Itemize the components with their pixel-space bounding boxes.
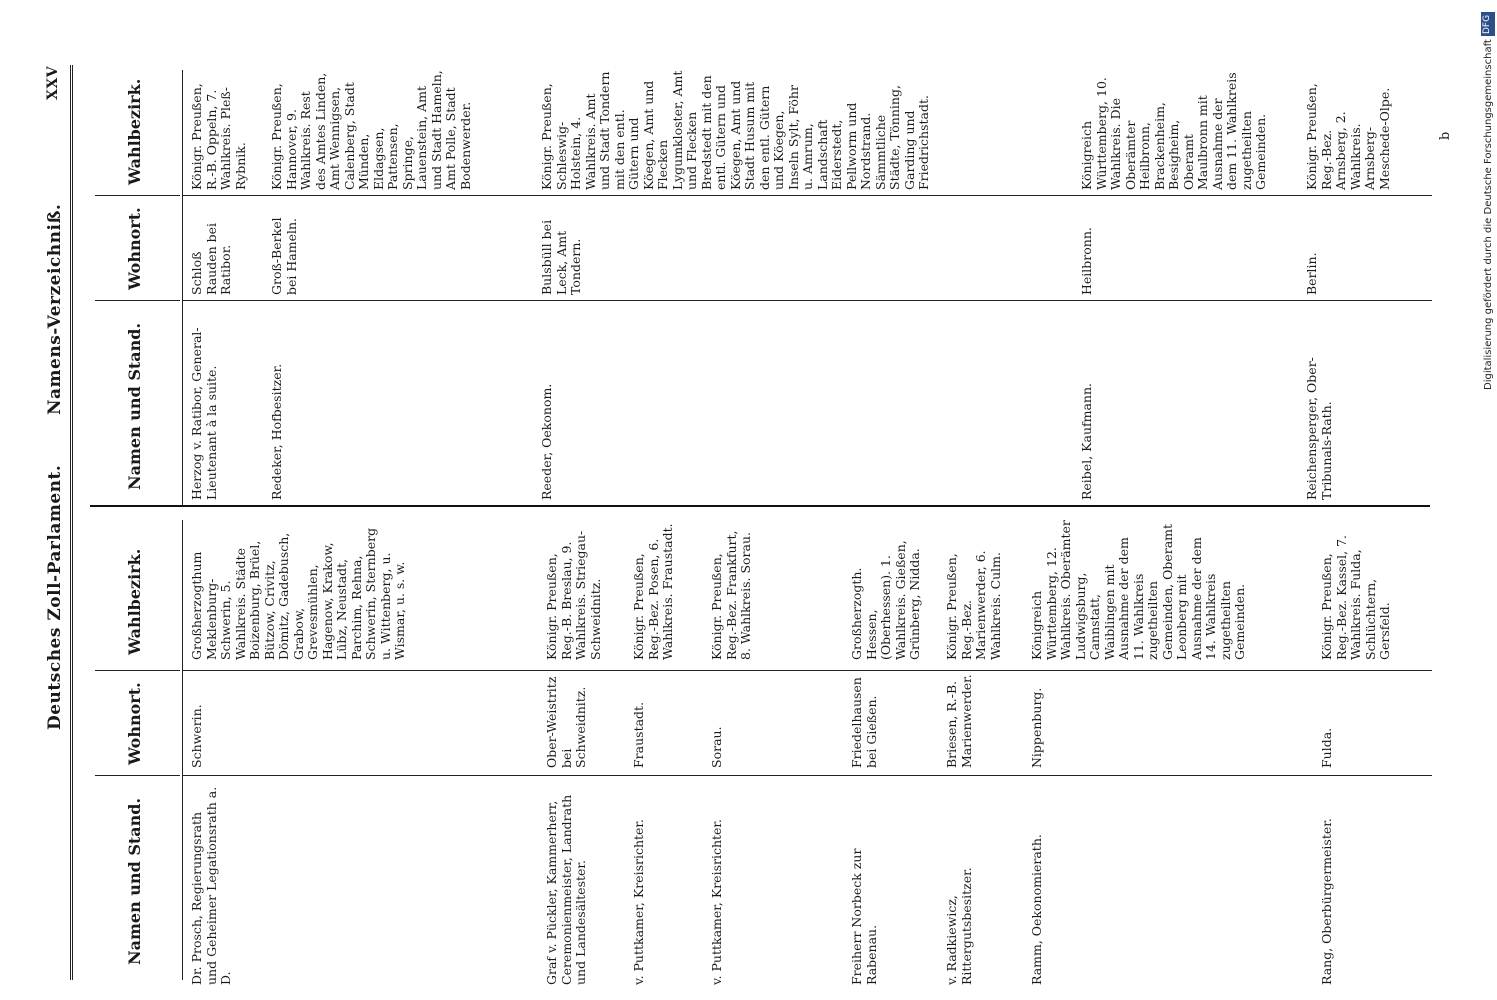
right-col-sep-2	[182, 195, 1432, 196]
right-row-4-residence: Heilbronn.	[1079, 227, 1094, 295]
left-row-3-district: Königr. Preußen, Reg.-Bez. Posen, 6. Wahlkreis. Fraustadt.	[631, 523, 675, 660]
outer-left-rule	[70, 65, 71, 980]
right-header-bottom-rule	[182, 70, 183, 505]
right-row-1-residence: Schloß Rauden bei Ratibor.	[189, 222, 233, 295]
dfg-logo-icon: DFG	[1481, 12, 1495, 36]
left-header-name: Namen und Stand.	[125, 797, 144, 965]
left-col-sep-1	[182, 775, 1432, 776]
left-row-7-district: Königreich Württemberg, 12. Wahlkreis. Oberämter Ludwigsburg, Cannstatt, Waiblingen mit Ausnahme der dem 11. Wahlkreis zugetheilten Gemeinden, Oberamt Leonberg mit Ausnahme der dem 14. Wahlkreis zugetheilten Gemeinden.	[1029, 520, 1247, 660]
right-row-4-name: Reibel, Kaufmann.	[1079, 383, 1094, 500]
left-row-7-name: Ramm, Oekonomierath.	[1029, 834, 1044, 985]
left-row-1-name: Dr. Prosch, Regierungsrath und Geheimer Legationsrath a. D.	[189, 786, 233, 985]
digitization-note: Digitalisierung gefördert durch die Deutsche Forschungsgemeinschaft	[1483, 39, 1494, 390]
right-row-1-district: Königr. Preußen, R.-B. Oppeln, 7. Wahlkreis. Pleß-Rybnik.	[189, 83, 248, 190]
left-row-8-district: Königr. Preußen, Reg.-Bez. Kassel, 7. Wahlkreis. Fulda, Schlüchtern, Gersfeld.	[1319, 534, 1392, 660]
right-row-5-residence: Berlin.	[1304, 252, 1319, 295]
left-row-4-district: Königr. Preußen, Reg.-Bez. Frankfurt, 8. Wahlkreis. Sorau.	[709, 530, 753, 660]
left-row-2-name: Graf v. Pückler, Kammerherr, Ceremonienmeister, Landrath und Landesältester.	[544, 794, 588, 985]
left-row-5-residence: Friedelhausen bei Gießen.	[849, 677, 879, 768]
right-row-2-residence: Groß-Berkel bei Hameln.	[269, 217, 299, 295]
right-header-rule-2	[95, 195, 180, 196]
right-running-title: Namens-Verzeichniß.	[45, 203, 65, 415]
left-row-2-residence: Ober-Weistritz bei Schweidnitz.	[544, 676, 588, 768]
left-header-bottom-rule	[182, 520, 183, 980]
left-running-title: Deutsches Zoll-Parlament.	[45, 464, 65, 730]
left-row-4-residence: Sorau.	[709, 726, 724, 768]
left-row-1-district: Großherzogthum Meklenburg-Schwerin, 5. Wahlkreis. Städte Boizenburg, Brüel, Bützow, Crivitz, Dömitz, Gadebusch, Grabow, Grevesmühlen, Hagenow, Krakow, Lübz, Neustadt, Parchim, Rehna, Schwerin, Sternberg u. Wittenberg, u. Wismar, u. s. w.	[189, 527, 407, 660]
left-row-6-residence: Briesen, R.-B. Marienwerder.	[944, 674, 974, 768]
right-row-2-name: Redeker, Hofbesitzer.	[269, 363, 284, 500]
outer-left-rule-2	[72, 65, 73, 980]
right-row-3-name: Reeder, Oekonom.	[539, 383, 554, 500]
left-row-3-name: v. Puttkamer, Kreisrichter.	[631, 818, 646, 985]
left-row-7-residence: Nippenburg.	[1029, 687, 1044, 768]
left-row-6-name: v. Radkiewicz, Rittergutsbesitzer.	[944, 867, 974, 985]
left-row-8-name: Rang, Oberbürgermeister.	[1319, 818, 1334, 985]
right-col-sep-1	[182, 300, 1432, 301]
signature-mark: b	[1438, 131, 1453, 140]
left-row-5-district: Großherzogth. Hessen, (Oberhessen). 1. Wahlkreis. Gießen, Grünberg, Nidda.	[849, 540, 922, 660]
left-row-4-name: v. Puttkamer, Kreisrichter.	[709, 818, 724, 985]
left-row-1-residence: Schwerin.	[189, 704, 204, 768]
page-split-rule	[90, 505, 1430, 507]
left-row-2-district: Königr. Preußen, Reg.-B. Breslau, 9. Wahlkreis. Striegau-Schweidnitz.	[544, 530, 603, 660]
left-row-5-name: Freiherr Norbeck zur Rabenau.	[849, 848, 879, 985]
right-row-5-name: Reichensperger, Ober-Tribunals-Rath.	[1304, 357, 1334, 500]
right-header-residence: Wohnort.	[125, 207, 144, 290]
left-col-sep-2	[182, 670, 1432, 671]
right-row-3-district: Königr. Preußen, Schleswig-Holstein, 4. Wahlkreis. Amt und Stadt Tondern mit den entl. Gütern und Köegen, Amt und Flecken Lygumkloster, Amt und Flecken Bredstedt mit den entl. Gütern und Köegen, Amt und Stadt Husum mit den entl. Gütern und Köegen, Inseln Sylt, Föhr u. Amrum, Landschaft Eiderstedt, Pellworm und Nordstrand. Sämmtliche Städte, Tönning, Garding und Friedrichstadt.	[539, 70, 931, 190]
left-header-district: Wahlbezirk.	[125, 548, 144, 655]
page-number: XXV	[45, 65, 61, 100]
right-header-name: Namen und Stand.	[125, 322, 144, 490]
right-row-5-district: Königr. Preußen, Reg.-Bez. Arnsberg, 2. Wahlkreis. Arnsberg-Meschede-Olpe.	[1304, 83, 1392, 190]
left-header-residence: Wohnort.	[125, 682, 144, 765]
right-row-1-name: Herzog v. Ratibor, General-Lieutenant à la suite.	[189, 327, 219, 500]
right-header-district: Wahlbezirk.	[125, 78, 144, 185]
left-row-3-residence: Fraustadt.	[631, 701, 646, 768]
left-header-rule-2	[95, 670, 180, 671]
right-row-4-district: Königreich Württemberg, 10. Wahlkreis. Die Oberämter Heilbronn, Brackenheim, Besigheim, Oberamt Maulbronn mit Ausnahme der dem 11. Wahlkreis zugetheilten Gemeinden.	[1079, 72, 1268, 190]
left-row-6-district: Königr. Preußen, Reg.-Bez. Marienwerder, 6. Wahlkreis. Culm.	[944, 550, 1003, 660]
left-header-rule-1	[95, 775, 180, 776]
left-row-8-residence: Fulda.	[1319, 727, 1334, 768]
right-row-2-district: Königr. Preußen, Hannover, 9. Wahlkreis. Rest des Amtes Linden, Amt Wennigsen, Calenberg, Stadt Münden, Eldagsen, Pattensen, Springe, Lauenstein, Amt und Stadt Hameln, Amt Polle, Stadt Bodenwerder.	[269, 70, 473, 190]
right-row-3-residence: Bulsbüll bei Leck, Amt Tondern.	[539, 219, 583, 295]
right-header-rule-1	[95, 300, 180, 301]
